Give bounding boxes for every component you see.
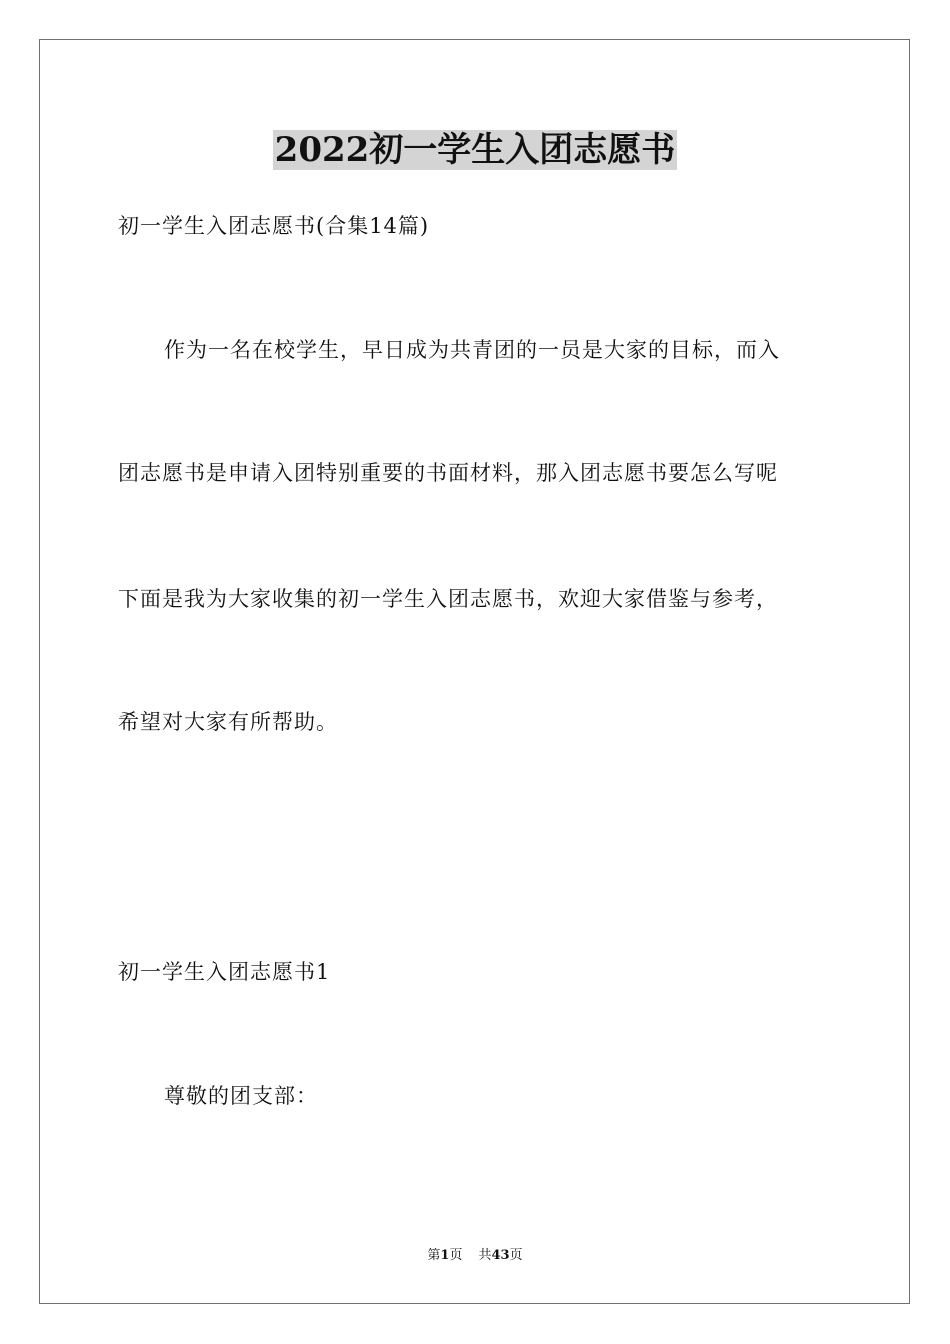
- intro-line-4: 希望对大家有所帮助。: [118, 710, 338, 734]
- document-title: [0, 128, 950, 172]
- salutation: 尊敬的团支部：: [164, 1084, 318, 1108]
- footer-page-number: 1: [440, 1248, 450, 1263]
- footer-total-prefix: 共: [478, 1248, 492, 1263]
- page-footer: [0, 1246, 950, 1266]
- intro-line-2: 团志愿书是申请入团特别重要的书面材料，那入团志愿书要怎么写呢: [118, 461, 778, 485]
- intro-line-3: 下面是我为大家收集的初一学生入团志愿书，欢迎大家借鉴与参考，: [118, 587, 778, 611]
- footer-page-suffix: 页: [449, 1248, 463, 1263]
- document-subtitle: 初一学生入团志愿书(合集14篇): [118, 214, 430, 238]
- footer-total-pages: 43: [491, 1248, 510, 1263]
- footer-page-prefix: 第: [427, 1248, 441, 1263]
- document-title-text: 2022初一学生入团志愿书: [274, 130, 676, 170]
- footer-total-suffix: 页: [509, 1248, 523, 1263]
- intro-line-1: 作为一名在校学生，早日成为共青团的一员是大家的目标，而入: [164, 338, 780, 362]
- section-heading: 初一学生入团志愿书1: [118, 960, 331, 984]
